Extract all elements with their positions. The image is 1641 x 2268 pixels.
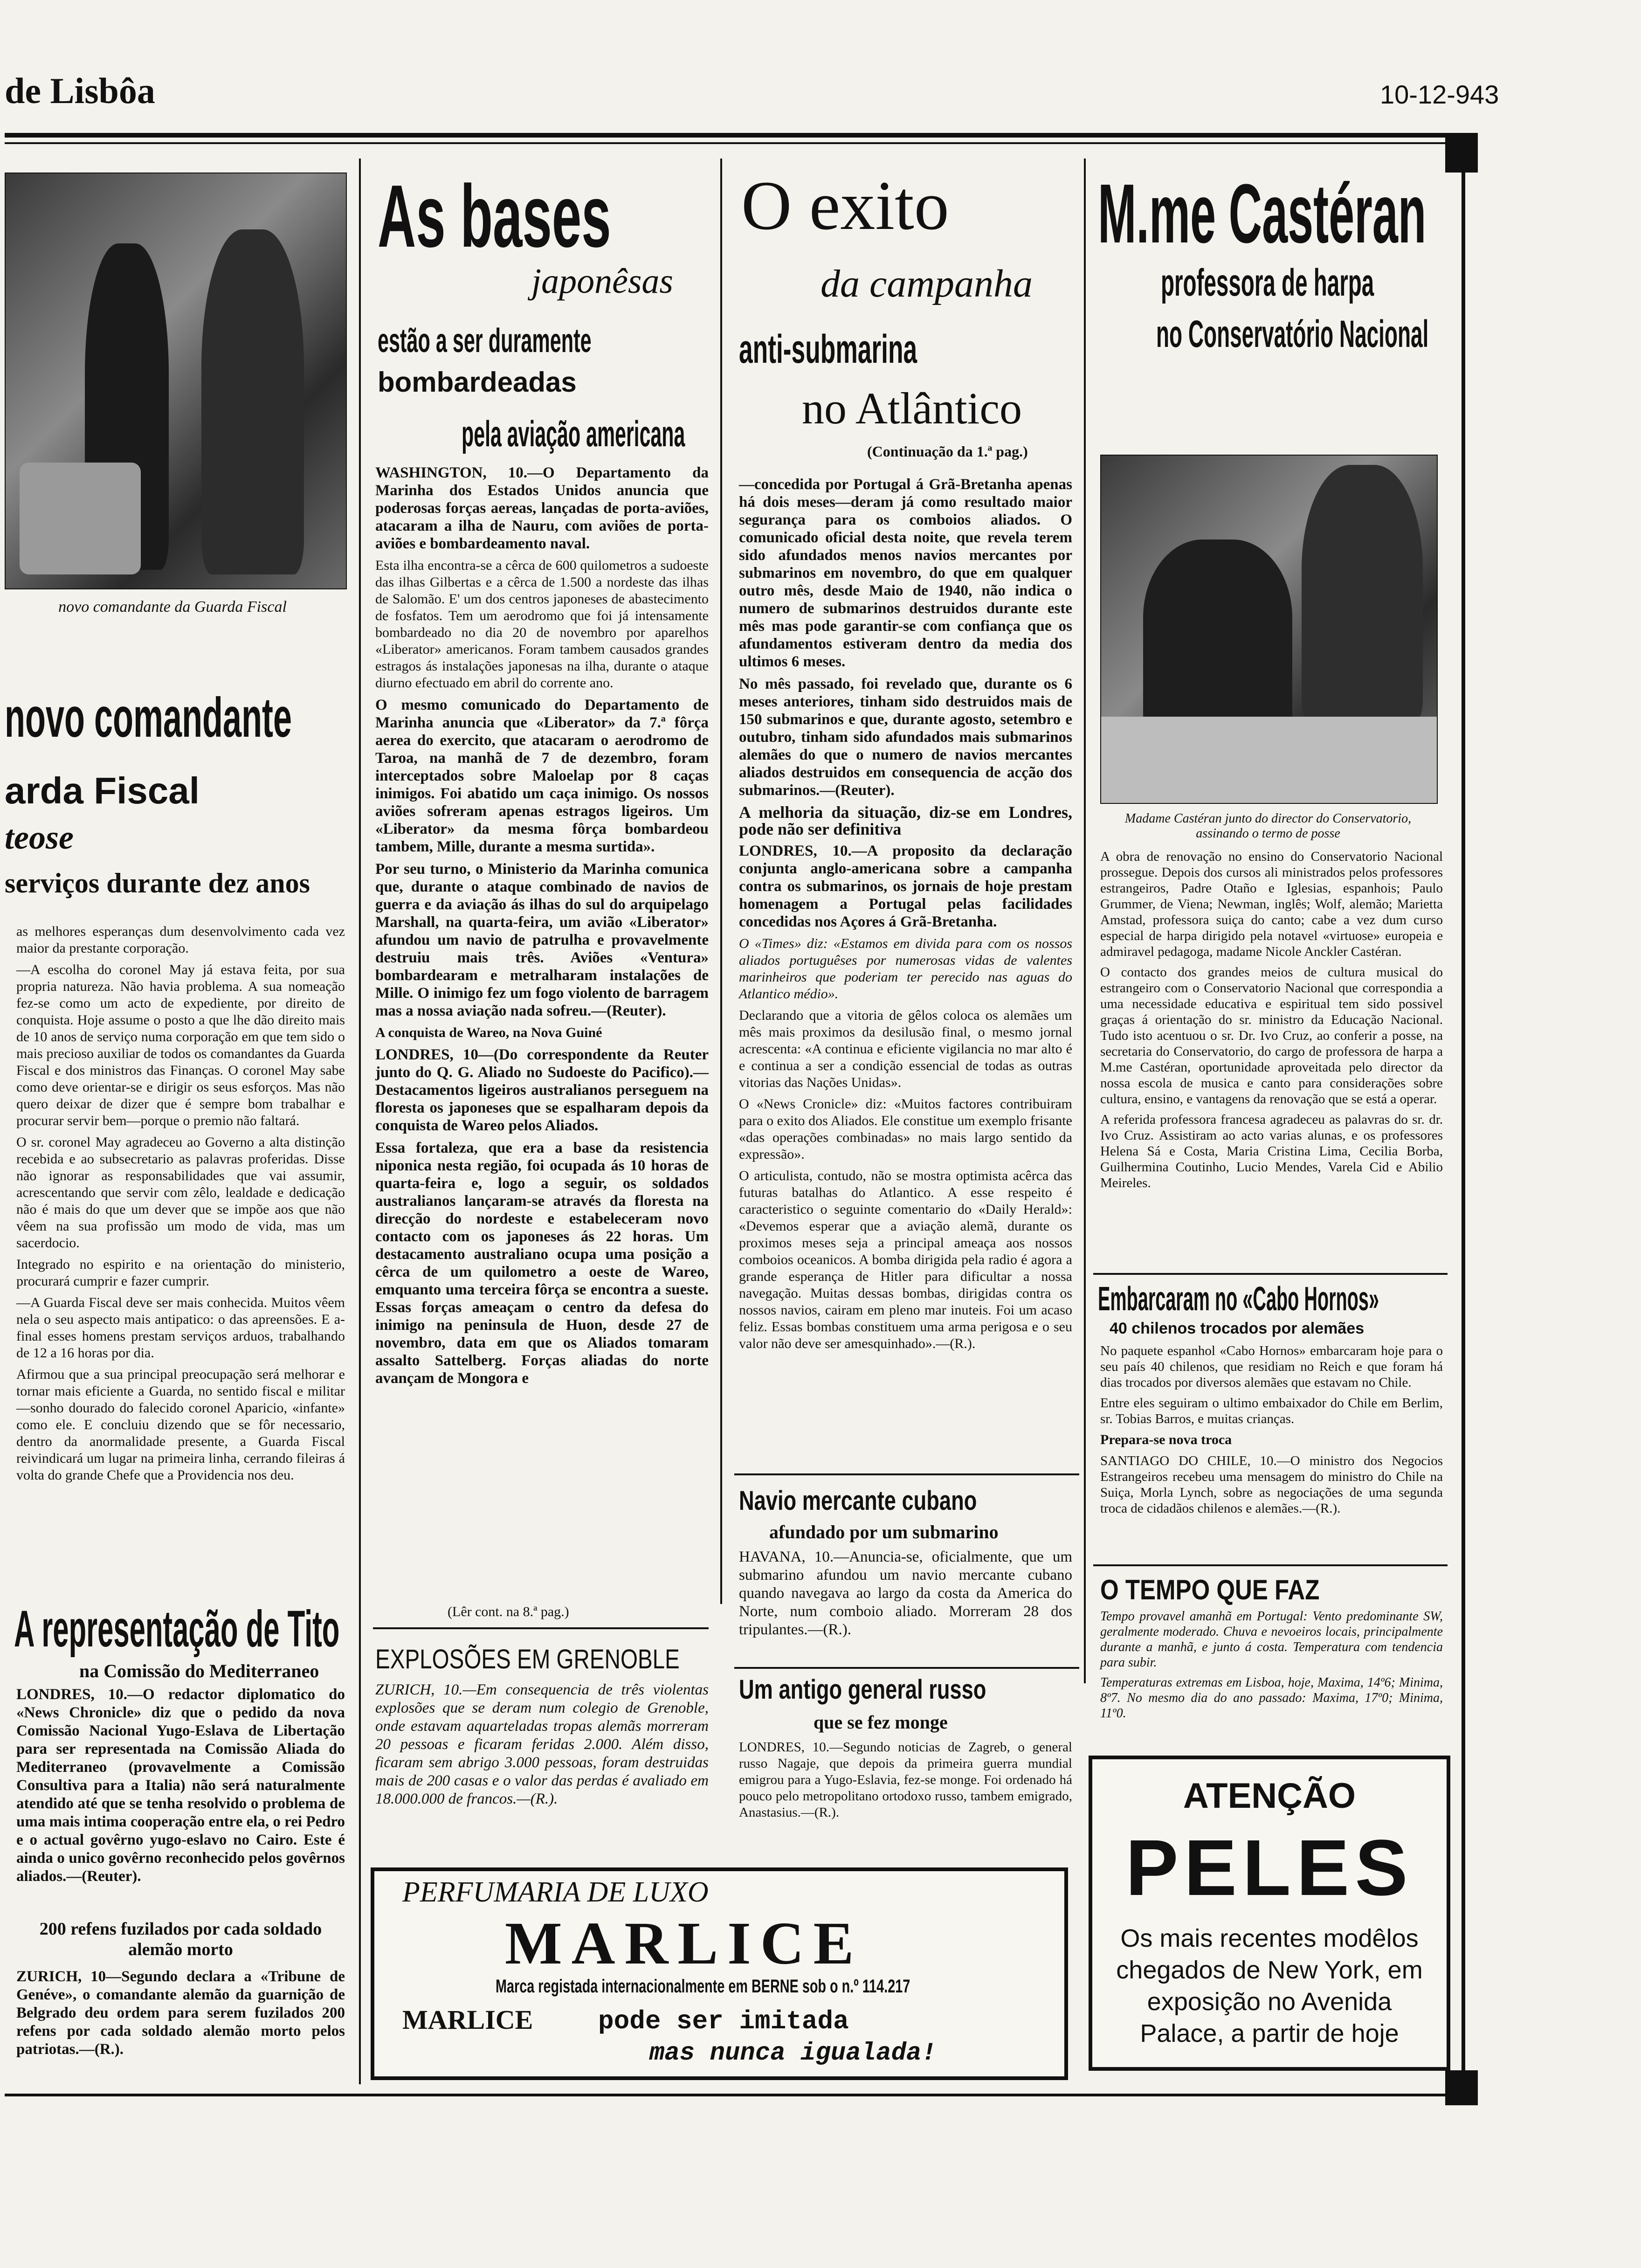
marlice-reg: Marca registada internacionalmente em BERNE sob o n.º 114.217 xyxy=(496,1976,910,1997)
exito-continuation: (Continuação da 1.ª pag.) xyxy=(867,443,1028,460)
exito-paragraph: No mês passado, foi revelado que, durante os 6 meses anteriores, tinham sido destruidos mais de 150 submarinos e que, durante agosto, setembro e outubro, tinham sido afundados mais submarinos alemães do que o numero de navios mercantes aliados destruidos em consequencia de acção dos submarinos.—(Reuter). xyxy=(739,676,1072,799)
cabo-headline: Embarcaram no «Cabo Hornos» xyxy=(1098,1280,1379,1318)
marlice-line3b: pode ser imitada xyxy=(598,2006,849,2036)
exito-headline-3: anti-submarina xyxy=(739,327,917,372)
wareo-headline: A conquista de Wareo, na Nova Guiné xyxy=(375,1025,602,1040)
marlice-ad xyxy=(371,1867,1068,2080)
grenoble-headline: EXPLOSÕES EM GRENOBLE xyxy=(375,1644,680,1674)
navio-headline: Navio mercante cubano xyxy=(739,1486,977,1516)
casteran-paragraph: A referida professora francesa agradeceu as palavras do sr. dr. Ivo Cruz. Assistiram ao acto varias alunas, e os professores Helena Sá e Costa, Maria Cristina Lima, Cecilia Borba, Guilhermina Coutinho, Lucio Mendes, Varela Cid e Abilio Meireles. xyxy=(1100,1112,1443,1190)
bases-headline-4: bombardeadas xyxy=(378,366,577,398)
commander-headline-4: serviços durante dez anos xyxy=(5,868,310,899)
masthead-date: 10-12-943 xyxy=(1380,80,1499,109)
exito-paragraph: O «Times» diz: «Estamos em divida para com os nossos aliados portuguêses por numerosas vidas de valentes marinheiros que poderiam ter perecido nas aguas do Atlantico médio». xyxy=(739,936,1072,1002)
refens-paragraph: ZURICH, 10—Segundo declara a «Tribune de Genéve», o comandante alemão da guarnição de Belgrado deu ordem para serem fuzilados 200 refens por cada soldado alemão morto pelos patriotas.—(R.). xyxy=(16,1968,345,2058)
casteran-headline-3: no Conservatório Nacional xyxy=(1156,313,1429,355)
refens-headline: 200 refens fuzilados por cada soldado alemão morto xyxy=(39,1919,322,1959)
refens-article xyxy=(16,1968,345,2089)
cabo-article xyxy=(1100,1343,1443,1553)
commander-photo-caption: novo comandante da Guarda Fiscal xyxy=(58,598,287,615)
casteran-headline: M.me Castéran xyxy=(1098,167,1427,261)
melhoria-headline: A melhoria da situação, diz-se em Londres, pode não ser definitiva xyxy=(739,803,1072,838)
commander-paragraph: O sr. coronel May agradeceu ao Governo a alta distinção recebida e ao subsecretario as palavras proferidas. Disse não ignorar as responsabilidades que vai assumir, acrescentando que servir com zêlo, lealdade e dedicação não é mais do que um dever que se impõe aos que não vêem na sua profissão um modo de vida, mas um sacerdocio. xyxy=(16,1134,345,1251)
column-divider-3 xyxy=(1084,159,1086,1683)
masthead-rule-top xyxy=(5,133,1455,138)
page-bottom-rule xyxy=(5,2094,1455,2096)
commander-paragraph: Integrado no espirito e na orientação do ministerio, procurará cumprir e fazer cumprir. xyxy=(16,1257,345,1289)
grenoble-rule-top xyxy=(373,1627,709,1629)
grenoble-paragraph: ZURICH, 10.—Em consequencia de três violentas explosões que se deram num colegio de Grenoble, onde estavam aquarteladas tropas alemãs morreram 20 pessoas e ficaram feridas 2.000. Além disso, ficaram sem abrigo 3.000 pessoas, foram destruidas mais de 200 casas e o valor das perdas é avaliado em 18.000.000 de francos.—(R.). xyxy=(375,1681,709,1807)
navio-subheadline: afundado por um submarino xyxy=(769,1521,999,1542)
bases-paragraph: Por seu turno, o Ministerio da Marinha comunica que, durante o ataque combinado de navios de guerra e da aviação ás ilhas do sul do arquipelago Marshall, na quarta-feira, um avião «Liberator» afundou um navio de patrulha e provavelmente destruiu mais três. Aviões «Ventura» bombardearam e metralharam instalações de Mille. O inimigo fez um fogo violento de barragem mas a nossa aviação nada sofreu.—(Reuter). xyxy=(375,861,709,1019)
tempo-rule xyxy=(1093,1564,1448,1566)
casteran-paragraph: A obra de renovação no ensino do Conservatorio Nacional prossegue. Depois dos cursos ali ministrados pelos professores estrangeiros, Padre Otaño e Iglesias, espanhois; Paulo Grummer, de Viena; Newman, inglês; Wolf, alemão; Marietta Amstad, professora suiça do canto; cabe a vez dum curso especial de harpa dirigido pela notavel «virtuose» europeia e admiravel pedagoga, madame Nicole Anckler Castéran. xyxy=(1100,849,1443,959)
peles-attention: ATENÇÃO xyxy=(1183,1776,1356,1816)
commander-headline-2: arda Fiscal xyxy=(5,770,200,811)
bases-continued: (Lêr cont. na 8.ª pag.) xyxy=(448,1604,569,1619)
exito-article xyxy=(739,476,1072,1459)
troca-headline: Prepara-se nova troca xyxy=(1100,1432,1232,1447)
peles-body: Os mais recentes modêlos chegados de New York, em exposição no Avenida Palace, a partir de hoje xyxy=(1116,1924,1423,2047)
bases-headline-2: japonêsas xyxy=(531,262,673,301)
exito-paragraph: O «News Cronicle» diz: «Muitos factores contribuiram para o exito dos Aliados. Ele constitue um exemplo frisante «das operações combinadas» no mais largo sentido da expressão». xyxy=(739,1096,1072,1162)
commander-paragraph: Afirmou que a sua principal preocupação será melhorar e tornar mais eficiente a Guarda, no sentido fiscal e militar—sonho dourado do falecido coronel Aparicio, «infante» como ele. E concluiu dizendo que se fôr necessario, dentro da anormalidade presente, a Guarda Fiscal reivindicará um lugar na primeira linha, cerrando fileiras á volta do grande Chefe que a Providencia nos deu. xyxy=(16,1367,345,1483)
casteran-photo-caption: Madame Castéran junto do director do Conservatorio, assinando o termo de posse xyxy=(1124,811,1412,841)
commander-paragraph: —A Guarda Fiscal deve ser mais conhecida. Muitos vêem nela o seu aspecto mais antipatico: o das apreensões. E a-final esses homens prestam serviços arduos, trabalhando de 12 a 16 horas por dia. xyxy=(16,1295,345,1361)
navio-rule xyxy=(734,1473,1079,1475)
peles-title: PELES xyxy=(1125,1824,1413,1912)
bases-headline-3: estão a ser duramente xyxy=(378,322,592,360)
exito-headline-2: da campanha xyxy=(820,262,1033,305)
peles-ad xyxy=(1089,1756,1450,2071)
navio-paragraph: HAVANA, 10.—Anuncia-se, oficialmente, que um submarino afundou um navio mercante cubano quando navegava ao largo da costa da America do Norte, num comboio aliado. Morreram 28 dos tripulantes.—(R.). xyxy=(739,1549,1072,1638)
wareo-paragraph: LONDRES, 10—(Do correspondente da Reuter junto do Q. G. Aliado no Sudoeste do Pacifico).—Destacamentos ligeiros australianos perseguem na floresta os japoneses que se espalharam depois da conquista de Wareo pelos Aliados. xyxy=(375,1046,709,1134)
masthead-title: de Lisbôa xyxy=(5,70,155,111)
cabo-rule xyxy=(1093,1273,1448,1275)
bases-lead: WASHINGTON, 10.—O Departamento da Marinha dos Estados Unidos anuncia que poderosas forças aereas, lançadas de porta-aviões, atacaram a ilha de Nauru, com aviões de porta-aviões e bombardeamento naval. xyxy=(375,464,709,552)
photo-object xyxy=(20,463,141,574)
exito-paragraph: O articulista, contudo, não se mostra optimista acêrca das futuras batalhas do Atlantico. A esse respeito é caracteristico o seguinte comentario do «Daily Herald»: «Devemos esperar que a aviação alemã, durante os proximos meses seja a principal ameaça aos nossos comboios oceanicos. A bomba dirigida pela radio é agora a grande esperança de Hitler para dificultar a nossa navegação. Muitas dessas bombas, dirigidas contra os nossos navios, cairam em pleno mar inuteis. Foi um acaso feliz. Essas bombas constituem uma arma perigosa e o seu valor não deve ser amesquinhado».—(R.). xyxy=(739,1168,1072,1351)
bases-headline: As bases xyxy=(378,167,611,266)
commander-paragraph: as melhores esperanças dum desenvolvimento cada vez maior da prestante corporação. xyxy=(16,924,345,956)
exito-paragraph: —concedida por Portugal á Grã-Bretanha apenas há dois meses—deram já como resultado maior segurança para os comboios aliados. O comunicado oficial desta noite, que revela terem sido afundados menos navios mercantes por submarinos em novembro, do que em qualquer outro mês, desde Maio de 1940, não indica o numero de submarinos destruidos durante este mês mas pode garantir-se com confiança que os afundamentos estiveram dentro da media dos ultimos 6 meses. xyxy=(739,476,1072,670)
corner-block-bottom xyxy=(1445,2070,1478,2105)
commander-headline: novo comandante xyxy=(5,686,292,749)
general-article xyxy=(739,1739,1072,1851)
tempo-temperatures: Temperaturas extremas em Lisboa, hoje, Maxima, 14º6; Minima, 8º7. No mesmo dia do ano passado: Maxima, 17º0; Minima, 11º0. xyxy=(1100,1675,1443,1721)
photo-desk xyxy=(1101,717,1437,803)
marlice-line1: PERFUMARIA DE LUXO xyxy=(402,1876,709,1908)
tito-headline: A representação de Tito xyxy=(14,1600,340,1658)
exito-headline: O exito xyxy=(741,167,949,244)
commander-headline-3: teose xyxy=(5,819,74,856)
column-divider-1 xyxy=(359,159,361,2084)
cabo-paragraph: Entre eles seguiram o ultimo embaixador do Chile em Berlim, sr. Tobias Barros, e muitas crianças. xyxy=(1100,1396,1443,1426)
commander-photo xyxy=(5,173,347,589)
general-rule xyxy=(734,1667,1079,1669)
photo-figure-woman xyxy=(1143,539,1292,735)
cabo-subheadline: 40 chilenos trocados por alemães xyxy=(1110,1320,1365,1337)
right-border xyxy=(1462,140,1465,2089)
tempo-article xyxy=(1100,1609,1443,1753)
photo-figure-right xyxy=(201,229,304,574)
exito-headline-4: no Atlântico xyxy=(802,383,1022,433)
column-divider-2 xyxy=(720,159,722,1604)
navio-article xyxy=(739,1548,1072,1669)
tito-paragraph: LONDRES, 10.—O redactor diplomatico do «News Chronicle» diz que o pedido da nova Comissão Nacional Yugo-Eslava de Libertação para ser representada na Comissão Aliada do Mediterraneo (provavelmente a Comissão Consultiva para a Italia) não será naturalmente atendido até que se tenha resolvido o problema de uma mais intima cooperação entre ela, o rei Pedro e o actual govêrno yugo-eslavo no Cairo. Este é ainda o unico govêrno reconhecido pelos govêrnos aliados.—(Reuter). xyxy=(16,1686,345,1885)
casteran-headline-2: professora de harpa xyxy=(1161,262,1374,304)
masthead-rule-bottom xyxy=(5,142,1455,144)
photo-figure-man xyxy=(1302,465,1423,726)
casteran-article xyxy=(1100,849,1443,1268)
bases-paragraph: O mesmo comunicado do Departamento de Marinha anuncia que «Liberator» da 7.ª fôrça aerea do exercito, que atacaram o aerodromo de Taroa, na manhã de 7 de dezembro, foram interceptados sobre Maloelap por 8 caças inimigos. Foi abatido um caça inimigo. Os nossos aviões sofreram apenas estragos ligeiros. Um «Liberator» da mesma fôrça bombardeou tambem, Mille, durante a mesma surtida». xyxy=(375,697,709,855)
casteran-photo xyxy=(1100,455,1438,804)
exito-paragraph: LONDRES, 10.—A proposito da declaração conjunta anglo-americana sobre a campanha contra os submarinos, os jornais de hoje prestam homenagem a Portugal pelas facilidades concedidas nos Açores á Grã-Bretanha. xyxy=(739,843,1072,930)
grenoble-article xyxy=(375,1681,709,1839)
general-headline: Um antigo general russo xyxy=(739,1674,986,1705)
wareo-paragraph: Essa fortaleza, que era a base da resistencia niponica nesta região, foi ocupada ás 10 horas de quarta-feira e, logo a seguir, os soldados australianos lançaram-se através da floresta na direcção do nordeste e estabeleceram novo contacto com os japoneses ás 22 horas. Um destacamento australiano ocupa uma posição a cêrca de um quilometro a oeste de Wareo, emquanto uma terceira fôrça se encontra a sueste. Essas forças ameaçam o centro da defesa do inimigo na peninsula de Huon, desde 27 de novembro, data em que os Aliados tomaram assalto Sattelberg. Forças aliadas do norte avançam de Mongora e xyxy=(375,1140,709,1387)
general-subheadline: que se fez monge xyxy=(814,1712,948,1733)
tempo-headline: O TEMPO QUE FAZ xyxy=(1100,1574,1320,1605)
cabo-paragraph: No paquete espanhol «Cabo Hornos» embarcaram hoje para o seu país 40 chilenos, que residiam no Reich e que foram há dias trocados por diversos alemães que estavam no Chile. xyxy=(1100,1343,1443,1390)
marlice-line4: mas nunca igualada! xyxy=(649,2039,937,2067)
exito-paragraph: Declarando que a vitoria de gêlos coloca os alemães um mês mais proximos da desilusão final, o mesmo jornal acrescenta: «A continua e eficiente vigilancia no mar alto é e continua a ser a condição essencial de todas as outras vitorias das Nações Unidas». xyxy=(739,1008,1072,1090)
troca-paragraph: SANTIAGO DO CHILE, 10.—O ministro dos Negocios Estrangeiros recebeu uma mensagem do ministro do Chile na Suiça, Morla Lynch, sobre as negociações de uma segunda troca de cidadãos chilenos e alemães.—(R.). xyxy=(1100,1453,1443,1516)
tito-article xyxy=(16,1686,345,1956)
marlice-brand: MARLICE xyxy=(505,1910,863,1977)
casteran-paragraph: O contacto dos grandes meios de cultura musical do estrangeiro com o Conservatorio Nacional que correspondia a uma necessidade educativa e espiritual tem sido possivel graças á orientação do sr. ministro da Educação Nacional. Tudo isto acentuou o sr. Dr. Ivo Cruz, ao conferir a posse, na secretaria do Conservatorio, do cargo de professora de harpa a M.me Castéran, oportunidade aproveitada pelo director da nossa escola de musica e canto para considerações sobre cultura, ensino, e vantagens da renovação que se está a operar. xyxy=(1100,965,1443,1106)
commander-article xyxy=(16,923,345,1651)
bases-article xyxy=(375,464,709,1387)
tito-subheadline: na Comissão do Mediterraneo xyxy=(79,1660,319,1681)
bases-paragraph: Esta ilha encontra-se a cêrca de 600 quilometros a sudoeste das ilhas Gilbertas e a cêrca de 1.500 a nordeste das ilhas de Salomão. E' um dos centros japoneses de abastecimento de fosfatos. Tem um aerodromo que foi já intensamente bombardeado no dia 20 de novembro por aparelhos «Liberator» americanos. Foram tambem causados grandes estragos ás instalações japonesas na ilha, durante o ataque diurno efectuado em abril do corrente ano. xyxy=(375,558,709,691)
tempo-paragraph: Tempo provavel amanhã em Portugal: Vento predominante SW, geralmente moderado. Chuva e nevoeiros locais, principalmente durante a manhã, e junto á costa. Temperatura com tendencia para subir. xyxy=(1100,1609,1443,1670)
general-paragraph: LONDRES, 10.—Segundo noticias de Zagreb, o general russo Nagaje, que depois da primeira guerra mundial emigrou para a Yugo-Eslavia, fez-se monge. Foi ordenado há pouco pelo metropolitano ortodoxo russo, tambem emigrado, Anastasius.—(R.). xyxy=(739,1740,1072,1820)
marlice-line3a: MARLICE xyxy=(402,2005,533,2035)
bases-headline-5: pela aviação americana xyxy=(462,413,685,454)
commander-paragraph: —A escolha do coronel May já estava feita, por sua propria natureza. Não havia problema. A sua nomeação fez-se como um acto de expediente, por direito de conquista. Hoje assume o posto a que lhe dão direito mais de 10 anos de serviço numa corporação em que tem sido o mais precioso auxiliar de todos os comandantes da Guarda Fiscal e dos ministros das Finanças. O coronel May sabe como deve orientar-se e dirigir os seus esforços. Mas não quero deixar de dizer que é sempre bom trabalhar e procurar servir bem—porque o premio não faltará. xyxy=(16,962,345,1128)
